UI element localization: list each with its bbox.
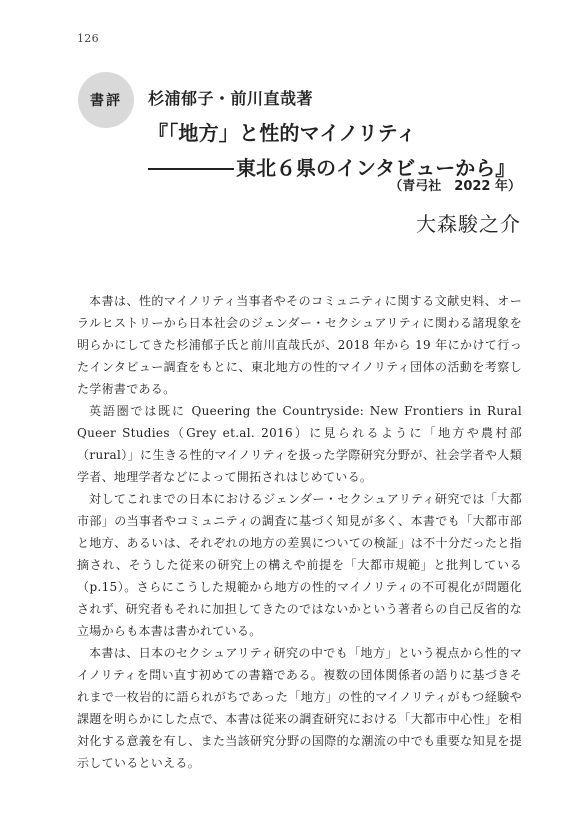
title-dash <box>148 168 234 170</box>
book-authors: 杉浦郁子・前川直哉著 <box>148 89 314 108</box>
publisher-info: （青弓社 2022 年） <box>389 179 521 194</box>
paragraph: 本書は、日本のセクシュアリティ研究の中でも「地方」という視点から性的マイノリティを問い直す初めての書籍である。複数の団体関係者の語りに基づきそれまで一枚岩的に語られがちであった「地方」の性的マイノリティがもつ経験や課題を明らかにした点で、本書は従来の調査研究における「大都市中心性」を相対化する意義を有し、また当該研究分野の国際的な潮流の中でも重要な知見を提示しているといえる。 <box>77 646 522 770</box>
book-heading <box>148 86 515 181</box>
paragraph: 本書は、性的マイノリティ当事者やそのコミュニティに関する文献史料、オーラルヒストリーから日本社会のジェンダー・セクシュアリティに関わる諸現象を明らかにしてきた杉浦郁子氏と前川直哉氏が、2018 年から 19 年にかけて行ったインタビュー調査をもとに、東北地方の性的マイノリティ団体の活動を考察した学術書である。 <box>77 294 522 396</box>
page-number: 126 <box>77 32 99 45</box>
review-badge: 書評 <box>78 72 134 128</box>
paragraph: 英語圏では既に Queering the Countryside: New Frontiers in Rural Queer Studies（Grey et.al. 2016）に見られるように「地方や農村部（rural）」に生きる性的マイノリティを扱った学際研究分野が、社会学者や人類学者、地理学者などによって開拓されはじめている。 <box>77 404 522 484</box>
book-title-line2: 東北６県のインタビューから』 <box>236 156 516 180</box>
reviewer-name: 大森駿之介 <box>416 212 521 236</box>
paragraph: 対してこれまでの日本におけるジェンダー・セクシュアリティ研究では「大都市部」の当事者やコミュニティの調査に基づく知見が多く、本書でも「大都市部と地方、あるいは、それぞれの地方の差異についての検証」は不十分だったと指摘され、そうした従来の研究上の構えや前提を「大都市規範」と批判している（p.15）。さらにこうした規範から地方の性的マイノリティの不可視化が問題化されず、研究者もそれに加担してきたのではないかという著者らの自己反省的な立場からも本書は書かれている。 <box>77 492 522 638</box>
book-title-line1: 『「地方」と性的マイノリティ <box>148 121 417 145</box>
review-body <box>77 290 522 774</box>
